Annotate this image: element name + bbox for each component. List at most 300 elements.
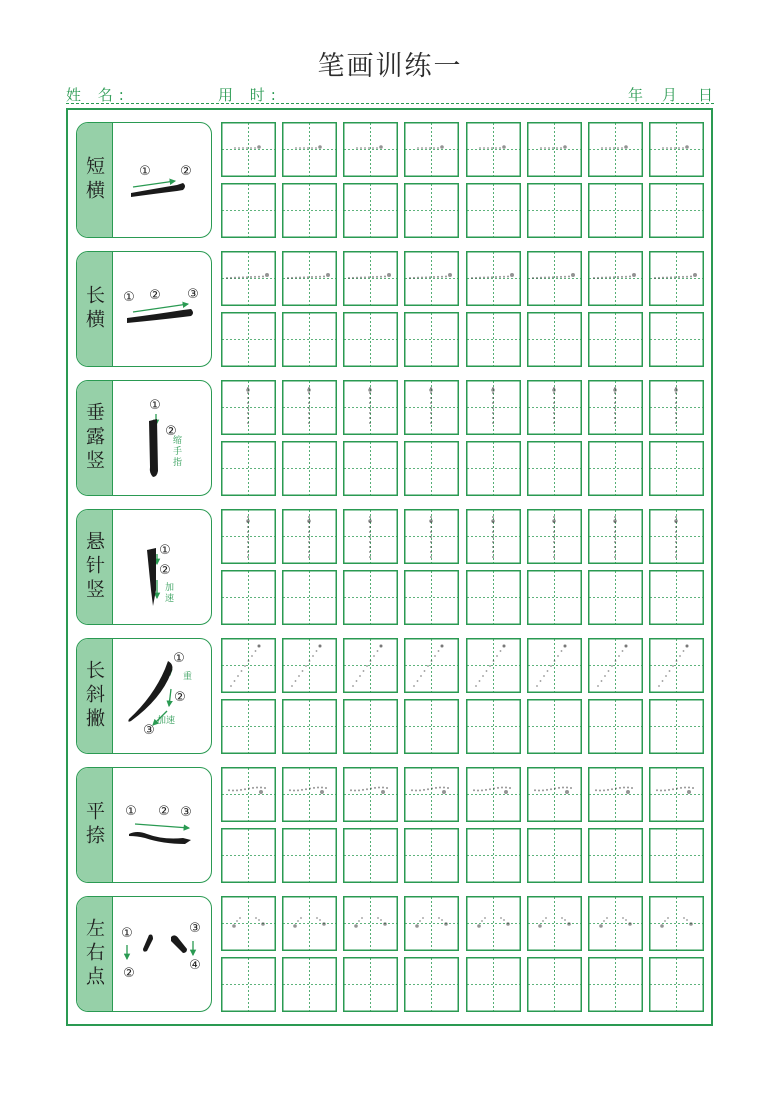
trace-head xyxy=(506,922,510,926)
trace-dot xyxy=(384,276,386,278)
practice-cell[interactable] xyxy=(221,122,276,177)
trace-dot xyxy=(427,665,429,667)
trace-dot xyxy=(509,787,511,789)
trace-dot xyxy=(246,147,248,149)
direction-arrow xyxy=(135,824,189,828)
trace-dot xyxy=(360,277,362,279)
trace-dot xyxy=(492,407,494,409)
practice-cell[interactable] xyxy=(221,509,276,564)
trace-dot xyxy=(429,147,431,149)
trace-dot xyxy=(481,789,483,791)
practice-cell[interactable] xyxy=(282,251,337,306)
short-horizontal-stroke xyxy=(131,183,185,197)
practice-cell[interactable] xyxy=(343,441,398,496)
trace-dot xyxy=(617,147,619,149)
trace-dot xyxy=(377,917,379,919)
trace-head xyxy=(318,644,321,647)
practice-cell[interactable] xyxy=(527,251,582,306)
trace-head xyxy=(261,922,265,926)
trace-dot xyxy=(675,541,677,543)
practice-cell[interactable] xyxy=(221,828,276,883)
practice-cell[interactable] xyxy=(649,957,704,1012)
trace-dot xyxy=(493,787,495,789)
trace-dot xyxy=(317,787,319,789)
practice-cell[interactable] xyxy=(404,828,459,883)
trace-dot xyxy=(307,276,309,278)
trace-dot xyxy=(427,788,429,790)
practice-cell[interactable] xyxy=(282,509,337,564)
practice-cell[interactable] xyxy=(282,570,337,625)
practice-cell[interactable] xyxy=(404,638,459,693)
trace-dot xyxy=(669,670,671,672)
practice-cell[interactable] xyxy=(649,638,704,693)
trace-dot xyxy=(686,276,688,278)
practice-cell[interactable] xyxy=(343,699,398,754)
trace-dot xyxy=(618,655,620,657)
trace-dot xyxy=(662,277,664,279)
trace-dot xyxy=(441,919,443,921)
practice-cell[interactable] xyxy=(588,183,643,238)
practice-cell[interactable] xyxy=(221,380,276,435)
trace-dot xyxy=(627,787,629,789)
practice-cell[interactable] xyxy=(404,509,459,564)
practice-cell[interactable] xyxy=(588,896,643,951)
trace-head xyxy=(257,145,261,149)
trace-dot xyxy=(676,787,678,789)
trace-dot xyxy=(430,546,432,548)
practice-cell[interactable] xyxy=(221,896,276,951)
practice-cell[interactable] xyxy=(588,699,643,754)
practice-cell[interactable] xyxy=(649,570,704,625)
trace-dot xyxy=(621,276,623,278)
practice-cell[interactable] xyxy=(343,251,398,306)
trace-dot xyxy=(614,412,616,414)
practice-cell[interactable] xyxy=(282,896,337,951)
practice-cell[interactable] xyxy=(527,312,582,367)
practice-cell[interactable] xyxy=(527,122,582,177)
trace-head xyxy=(440,145,444,149)
trace-dot xyxy=(369,526,371,528)
trace-dot xyxy=(619,787,621,789)
trace-head xyxy=(381,790,385,794)
trace-dot xyxy=(654,277,656,279)
practice-cell[interactable] xyxy=(343,828,398,883)
trace-dot xyxy=(356,147,358,149)
trace-dot xyxy=(359,675,361,677)
practice-cell[interactable] xyxy=(404,699,459,754)
trace-head xyxy=(613,519,617,523)
trace-head xyxy=(687,790,691,794)
trace-head xyxy=(685,145,689,149)
practice-cell[interactable] xyxy=(649,699,704,754)
trace-dot xyxy=(237,675,239,677)
trace-head xyxy=(689,922,693,926)
trace-dot xyxy=(380,919,382,921)
practice-cell[interactable] xyxy=(404,183,459,238)
trace-dot xyxy=(560,276,562,278)
trace-head xyxy=(632,273,636,277)
trace-dot xyxy=(553,556,555,558)
practice-cell[interactable] xyxy=(649,441,704,496)
trace-dot xyxy=(532,277,534,279)
practice-cell[interactable] xyxy=(466,251,521,306)
practice-cell[interactable] xyxy=(343,638,398,693)
practice-cell[interactable] xyxy=(588,957,643,1012)
trace-dot xyxy=(430,541,432,543)
trace-head xyxy=(624,145,628,149)
trace-dot xyxy=(548,147,550,149)
trace-dot xyxy=(658,685,660,687)
trace-dot xyxy=(614,402,616,404)
stroke-name-panel xyxy=(77,381,113,495)
practice-cell[interactable] xyxy=(221,251,276,306)
trace-dot xyxy=(479,147,481,149)
trace-dot xyxy=(629,276,631,278)
trace-dot xyxy=(675,536,677,538)
practice-cell[interactable] xyxy=(282,380,337,435)
trace-dot xyxy=(238,147,240,149)
practice-cell[interactable] xyxy=(282,441,337,496)
practice-cell[interactable] xyxy=(649,183,704,238)
trace-dot xyxy=(369,417,371,419)
practice-cell[interactable] xyxy=(649,122,704,177)
practice-cell[interactable] xyxy=(404,767,459,822)
stroke-name-panel xyxy=(77,123,113,237)
practice-cell[interactable] xyxy=(282,699,337,754)
practice-cell[interactable] xyxy=(588,767,643,822)
trace-dot xyxy=(305,665,307,667)
practice-cell[interactable] xyxy=(527,699,582,754)
trace-dot xyxy=(240,789,242,791)
trace-dot xyxy=(683,650,685,652)
practice-cell[interactable] xyxy=(527,896,582,951)
practice-cell[interactable] xyxy=(343,957,398,1012)
trace-head xyxy=(232,924,236,928)
trace-dot xyxy=(675,531,677,533)
trace-dot xyxy=(553,417,555,419)
practice-cell[interactable] xyxy=(343,380,398,435)
trace-dot xyxy=(386,787,388,789)
trace-dot xyxy=(325,787,327,789)
trace-dot xyxy=(366,788,368,790)
practice-cell[interactable] xyxy=(466,380,521,435)
trace-dot xyxy=(540,147,542,149)
trace-dot xyxy=(430,516,432,518)
trace-dot xyxy=(483,277,485,279)
trace-dot xyxy=(491,276,493,278)
practice-cell[interactable] xyxy=(221,183,276,238)
stroke-card xyxy=(76,251,212,367)
trace-dot xyxy=(614,422,616,424)
practice-cell[interactable] xyxy=(343,570,398,625)
practice-cell[interactable] xyxy=(588,441,643,496)
stroke-name-panel xyxy=(77,510,113,624)
trace-dot xyxy=(540,277,542,279)
practice-cell[interactable] xyxy=(588,312,643,367)
practice-cell[interactable] xyxy=(404,896,459,951)
practice-cell[interactable] xyxy=(588,509,643,564)
trace-dot xyxy=(369,531,371,533)
practice-cell[interactable] xyxy=(466,957,521,1012)
trace-dot xyxy=(369,516,371,518)
trace-dot xyxy=(599,789,601,791)
trace-dot xyxy=(544,147,546,149)
trace-dot xyxy=(417,277,419,279)
practice-cell[interactable] xyxy=(343,509,398,564)
practice-cell[interactable] xyxy=(343,896,398,951)
practice-cell[interactable] xyxy=(527,183,582,238)
practice-cell[interactable] xyxy=(649,509,704,564)
trace-head xyxy=(326,273,330,277)
trace-dot xyxy=(614,516,616,518)
trace-dot xyxy=(483,147,485,149)
trace-dot xyxy=(251,655,253,657)
practice-cell[interactable] xyxy=(649,828,704,883)
trace-dot xyxy=(302,670,304,672)
practice-cell[interactable] xyxy=(343,183,398,238)
trace-dot xyxy=(236,920,238,922)
trace-dot xyxy=(438,917,440,919)
trace-dot xyxy=(664,920,666,922)
trace-dot xyxy=(538,789,540,791)
trace-dot xyxy=(557,655,559,657)
trace-dot xyxy=(688,787,690,789)
practice-cell[interactable] xyxy=(527,380,582,435)
trace-head xyxy=(563,644,566,647)
trace-dot xyxy=(558,787,560,789)
step-marker: ③ xyxy=(143,723,155,738)
trace-dot xyxy=(614,392,616,394)
date-month-label: 月 xyxy=(662,86,684,104)
trace-dot xyxy=(308,402,310,404)
practice-cell[interactable] xyxy=(527,767,582,822)
trace-head xyxy=(320,790,324,794)
trace-dot xyxy=(553,422,555,424)
trace-dot xyxy=(250,147,252,149)
trace-dot xyxy=(368,276,370,278)
practice-cell[interactable] xyxy=(466,509,521,564)
practice-cell[interactable] xyxy=(404,380,459,435)
practice-cell[interactable] xyxy=(282,957,337,1012)
trace-dot xyxy=(499,276,501,278)
practice-cell[interactable] xyxy=(588,122,643,177)
trace-dot xyxy=(489,788,491,790)
practice-cell[interactable] xyxy=(649,312,704,367)
practice-cell[interactable] xyxy=(527,957,582,1012)
practice-cell[interactable] xyxy=(404,251,459,306)
trace-dot xyxy=(321,787,323,789)
trace-dot xyxy=(308,541,310,543)
trace-dot xyxy=(356,680,358,682)
practice-cell[interactable] xyxy=(404,570,459,625)
trace-dot xyxy=(366,665,368,667)
trace-dot xyxy=(430,392,432,394)
trace-head xyxy=(322,922,326,926)
trace-dot xyxy=(430,412,432,414)
practice-cell[interactable] xyxy=(221,957,276,1012)
practice-cell[interactable] xyxy=(527,509,582,564)
trace-dot xyxy=(264,787,266,789)
trace-dot xyxy=(546,789,548,791)
trace-dot xyxy=(244,665,246,667)
trace-dot xyxy=(369,422,371,424)
trace-dot xyxy=(605,277,607,279)
trace-dot xyxy=(675,407,677,409)
practice-cell[interactable] xyxy=(649,896,704,951)
trace-dot xyxy=(595,789,597,791)
trace-dot xyxy=(411,789,413,791)
stroke-demo xyxy=(113,768,211,882)
trace-dot xyxy=(372,147,374,149)
practice-cell[interactable] xyxy=(404,957,459,1012)
practice-cell[interactable] xyxy=(282,638,337,693)
trace-dot xyxy=(430,402,432,404)
trace-dot xyxy=(492,536,494,538)
practice-cell[interactable] xyxy=(466,441,521,496)
stroke-name: 长斜撇 xyxy=(83,660,105,732)
trace-dot xyxy=(308,516,310,518)
step-marker: ③ xyxy=(180,805,192,820)
trace-dot xyxy=(370,660,372,662)
practice-cell[interactable] xyxy=(466,896,521,951)
trace-dot xyxy=(501,787,503,789)
trace-dot xyxy=(417,680,419,682)
trace-head xyxy=(415,924,419,928)
practice-cell[interactable] xyxy=(588,638,643,693)
trace-dot xyxy=(658,277,660,279)
trace-head xyxy=(440,644,443,647)
stroke-card xyxy=(76,380,212,496)
trace-head xyxy=(504,790,508,794)
trace-dot xyxy=(484,917,486,919)
practice-cell[interactable] xyxy=(404,312,459,367)
trace-dot xyxy=(308,392,310,394)
practice-cell[interactable] xyxy=(282,312,337,367)
trace-head xyxy=(444,922,448,926)
trace-dot xyxy=(415,789,417,791)
trace-head xyxy=(259,790,263,794)
trace-dot xyxy=(308,556,310,558)
trace-dot xyxy=(668,789,670,791)
practice-cell[interactable] xyxy=(343,122,398,177)
stroke-name: 短横 xyxy=(83,156,105,204)
practice-cell[interactable] xyxy=(588,570,643,625)
practice-cell[interactable] xyxy=(282,828,337,883)
trace-dot xyxy=(439,787,441,789)
trace-dot xyxy=(487,276,489,278)
trace-dot xyxy=(553,407,555,409)
practice-cell[interactable] xyxy=(282,767,337,822)
practice-cell[interactable] xyxy=(466,638,521,693)
trace-dot xyxy=(492,526,494,528)
trace-dot xyxy=(247,516,249,518)
practice-cell[interactable] xyxy=(404,441,459,496)
practice-cell[interactable] xyxy=(588,380,643,435)
trace-dot xyxy=(374,787,376,789)
trace-dot xyxy=(230,277,232,279)
practice-cell[interactable] xyxy=(221,767,276,822)
practice-cell[interactable] xyxy=(343,767,398,822)
practice-cell[interactable] xyxy=(466,570,521,625)
trace-dot xyxy=(247,551,249,553)
practice-cell[interactable] xyxy=(649,251,704,306)
trace-dot xyxy=(553,541,555,543)
trace-dot xyxy=(492,417,494,419)
trace-dot xyxy=(492,546,494,548)
practice-cell[interactable] xyxy=(343,312,398,367)
trace-dot xyxy=(369,392,371,394)
trace-dot xyxy=(678,276,680,278)
practice-cell[interactable] xyxy=(466,699,521,754)
trace-dot xyxy=(675,402,677,404)
trace-dot xyxy=(262,276,264,278)
trace-dot xyxy=(232,789,234,791)
practice-cell[interactable] xyxy=(282,122,337,177)
trace-dot xyxy=(492,412,494,414)
practice-cell[interactable] xyxy=(221,699,276,754)
trace-dot xyxy=(614,546,616,548)
trace-dot xyxy=(662,680,664,682)
trace-dot xyxy=(258,919,260,921)
practice-cell[interactable] xyxy=(404,122,459,177)
practice-cell[interactable] xyxy=(466,312,521,367)
practice-cell[interactable] xyxy=(649,767,704,822)
practice-cell[interactable] xyxy=(527,638,582,693)
trace-dot xyxy=(300,917,302,919)
trace-dot xyxy=(309,787,311,789)
tip-note: 指 xyxy=(173,458,183,468)
trace-dot xyxy=(491,147,493,149)
practice-cell[interactable] xyxy=(527,828,582,883)
trace-head xyxy=(567,922,571,926)
trace-dot xyxy=(447,787,449,789)
trace-dot xyxy=(430,551,432,553)
trace-dot xyxy=(666,147,668,149)
trace-dot xyxy=(352,685,354,687)
trace-dot xyxy=(667,917,669,919)
trace-head xyxy=(685,644,688,647)
trace-dot xyxy=(675,417,677,419)
practice-cell[interactable] xyxy=(649,380,704,435)
practice-cell[interactable] xyxy=(221,638,276,693)
practice-cell[interactable] xyxy=(527,441,582,496)
practice-cell[interactable] xyxy=(282,183,337,238)
practice-cell[interactable] xyxy=(466,183,521,238)
practice-cell[interactable] xyxy=(221,570,276,625)
trace-dot xyxy=(564,276,566,278)
trace-dot xyxy=(248,660,250,662)
trace-dot xyxy=(611,665,613,667)
practice-cell[interactable] xyxy=(221,441,276,496)
practice-cell[interactable] xyxy=(466,828,521,883)
practice-cell[interactable] xyxy=(466,122,521,177)
practice-cell[interactable] xyxy=(466,767,521,822)
step-marker: ③ xyxy=(189,921,201,936)
trace-dot xyxy=(297,789,299,791)
practice-cell[interactable] xyxy=(588,828,643,883)
step-marker: ① xyxy=(123,290,135,305)
trace-dot xyxy=(443,787,445,789)
trace-dot xyxy=(299,147,301,149)
trace-dot xyxy=(617,276,619,278)
practice-cell[interactable] xyxy=(221,312,276,367)
practice-cell[interactable] xyxy=(588,251,643,306)
trace-dot xyxy=(431,660,433,662)
trace-dot xyxy=(608,670,610,672)
trace-dot xyxy=(674,147,676,149)
practice-cell[interactable] xyxy=(527,570,582,625)
trace-dot xyxy=(430,556,432,558)
